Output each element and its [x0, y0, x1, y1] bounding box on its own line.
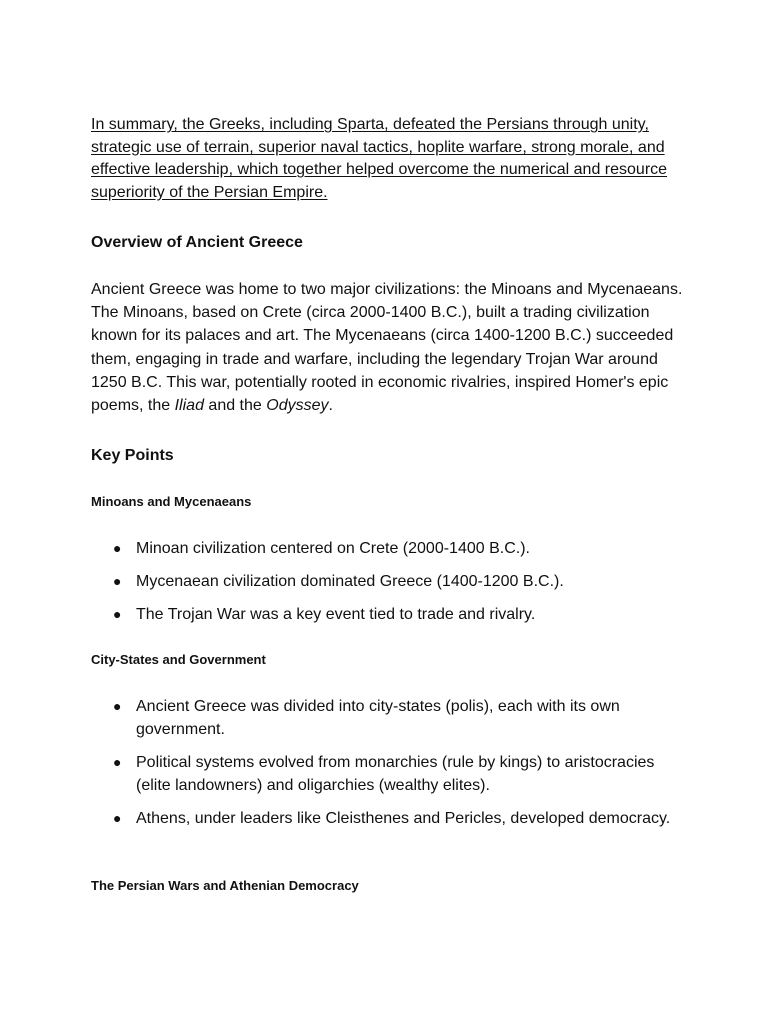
overview-paragraph	[91, 278, 691, 417]
list-item-text: Minoan civilization centered on Crete (2000-1400 B.C.).	[136, 540, 530, 557]
key-points-heading: Key Points	[91, 447, 174, 464]
section-title-minoans: Minoans and Mycenaeans	[91, 494, 252, 509]
minoans-bullet-list	[91, 537, 691, 636]
section-title-city-states: City-States and Government	[91, 652, 266, 667]
bullet-icon: ●	[113, 573, 122, 589]
bullet-icon: ●	[113, 540, 122, 556]
odyssey-title: Odyssey	[266, 397, 329, 415]
section-title-persian-wars: The Persian Wars and Athenian Democracy	[91, 878, 359, 893]
list-item-text: Political systems evolved from monarchies (rule by kings) to aristocracies (elite landowners) and oligarchies (wealthy elites).	[136, 754, 655, 794]
list-item	[91, 807, 691, 830]
list-item	[91, 570, 691, 593]
list-item	[91, 695, 691, 741]
bullet-icon: ●	[113, 754, 122, 770]
iliad-title: Iliad	[174, 397, 204, 415]
overview-heading: Overview of Ancient Greece	[91, 234, 303, 251]
list-item	[91, 603, 691, 626]
overview-text-part2: and the	[203, 397, 267, 415]
list-item-text: Mycenaean civilization dominated Greece (1400-1200 B.C.).	[136, 573, 564, 590]
bullet-icon: ●	[113, 698, 122, 714]
city-states-bullet-list	[91, 695, 691, 840]
list-item-text: Ancient Greece was divided into city-states (polis), each with its own government.	[136, 698, 620, 738]
list-item	[91, 751, 691, 797]
overview-text-part1: Ancient Greece was home to two major civilizations: the Minoans and Mycenaeans. The Minoans, based on Crete (circa 2000-1400 B.C.), built a trading civilization known for its palaces and art. The Mycenaeans (circa 1400-1200 B.C.) succeeded them, engaging in trade and warfare, including the legendary Trojan War around 1250 B.C. This war, potentially rooted in economic rivalries, inspired Homer's epic poems, the	[91, 281, 683, 415]
overview-text-part3: .	[328, 397, 333, 415]
list-item	[91, 537, 691, 560]
bullet-icon: ●	[113, 810, 122, 826]
list-item-text: Athens, under leaders like Cleisthenes and Pericles, developed democracy.	[136, 810, 671, 827]
list-item-text: The Trojan War was a key event tied to trade and rivalry.	[136, 606, 536, 623]
summary-paragraph: In summary, the Greeks, including Sparta, defeated the Persians through unity, strategic use of terrain, superior naval tactics, hoplite warfare, strong morale, and effective leadership, which together helped overcome the numerical and resource superiority of the Persian Empire.	[91, 116, 668, 201]
bullet-icon: ●	[113, 606, 122, 622]
